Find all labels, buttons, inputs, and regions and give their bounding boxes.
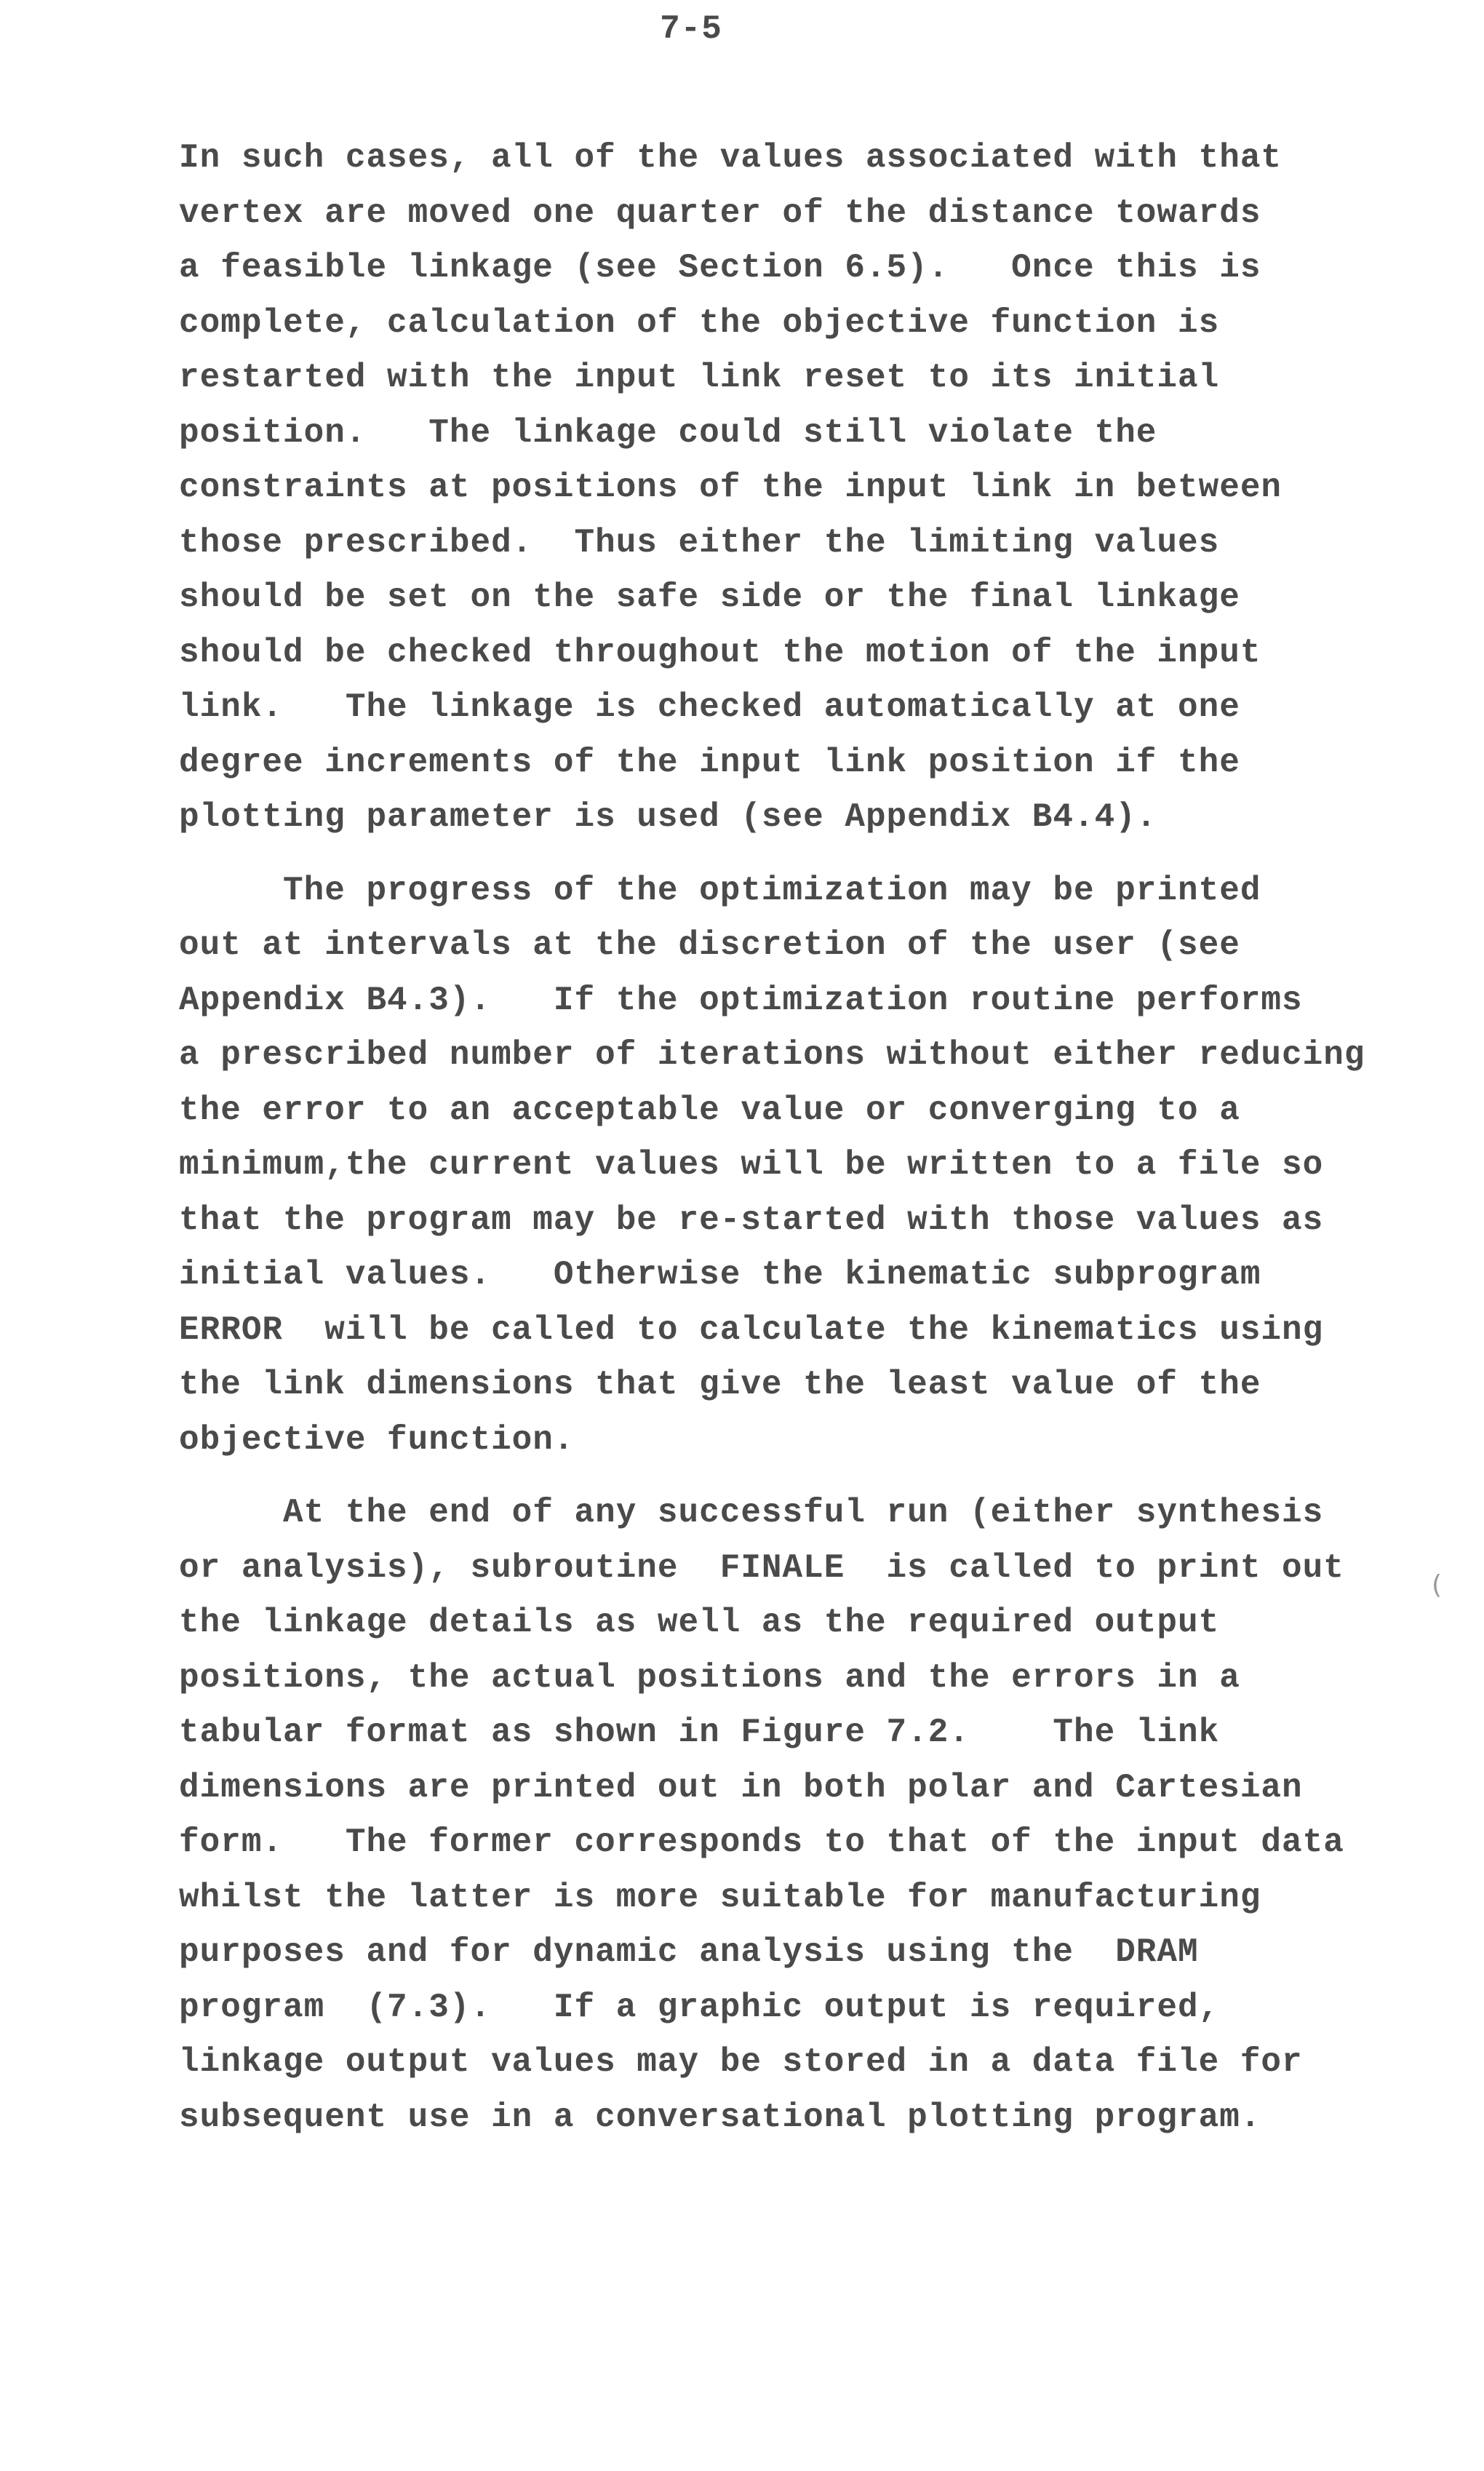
text-line: the link dimensions that give the least value of the (179, 1366, 1261, 1404)
text-line: should be set on the safe side or the final linkage (179, 578, 1240, 616)
text-line: degree increments of the input link position if the (179, 743, 1240, 781)
text-line: subsequent use in a conversational plotting program. (179, 2098, 1261, 2136)
text-line: program (7.3). If a graphic output is required, (179, 1988, 1220, 2026)
text-line: link. The linkage is checked automatically at one (179, 688, 1240, 726)
text-line: tabular format as shown in Figure 7.2. The link (179, 1714, 1220, 1751)
text-line: a feasible linkage (see Section 6.5). Once this is (179, 249, 1261, 287)
text-line: whilst the latter is more suitable for manufacturing (179, 1878, 1261, 1917)
text-line: or analysis), subroutine FINALE is called to print out (179, 1548, 1344, 1587)
text-line: out at intervals at the discretion of the user (see (179, 926, 1240, 964)
text-line: complete, calculation of the objective function is (179, 303, 1220, 342)
paragraph-2 (179, 864, 1430, 1468)
text-line: form. The former corresponds to that of the input data (179, 1823, 1344, 1861)
text-line: objective function. (179, 1420, 575, 1459)
text-line: purposes and for dynamic analysis using the DRAM (179, 1933, 1199, 1971)
text-line: that the program may be re-started with those values as (179, 1201, 1324, 1239)
text-line: dimensions are printed out in both polar and Cartesian (179, 1768, 1303, 1807)
stray-mark: ( (1432, 1570, 1443, 1600)
paragraph-gap (179, 1468, 1430, 1486)
body-text (179, 131, 1430, 2145)
text-line: the error to an acceptable value or converging to a (179, 1091, 1240, 1129)
text-line: those prescribed. Thus either the limiting values (179, 523, 1220, 562)
text-line: should be checked throughout the motion of the input (179, 633, 1261, 672)
text-line: restarted with the input link reset to its initial (179, 359, 1220, 397)
text-line: ERROR will be called to calculate the kinematics using (179, 1310, 1324, 1349)
page-number: 7-5 (660, 10, 722, 48)
paragraph-3 (179, 1486, 1430, 2145)
text-line: At the end of any successful run (either synthesis (179, 1494, 1324, 1532)
text-line: Appendix B4.3). If the optimization routine performs (179, 981, 1303, 1019)
text-line: position. The linkage could still violate the (179, 413, 1157, 452)
text-line: the linkage details as well as the required output (179, 1604, 1220, 1642)
text-line: positions, the actual positions and the errors in a (179, 1658, 1240, 1697)
text-line: linkage output values may be stored in a data file for (179, 2043, 1303, 2081)
text-line: initial values. Otherwise the kinematic subprogram (179, 1256, 1261, 1294)
paragraph-gap (179, 845, 1430, 864)
text-line: a prescribed number of iterations without either reducing (179, 1036, 1365, 1074)
text-line: In such cases, all of the values associated with that (179, 139, 1282, 177)
text-line: vertex are moved one quarter of the distance towards (179, 194, 1261, 232)
text-line: The progress of the optimization may be printed (179, 871, 1261, 910)
text-line: minimum,the current values will be written to a file so (179, 1146, 1324, 1184)
text-line: plotting parameter is used (see Appendix B4.4). (179, 798, 1157, 836)
paragraph-1 (179, 131, 1430, 845)
text-line: constraints at positions of the input link in between (179, 469, 1282, 506)
